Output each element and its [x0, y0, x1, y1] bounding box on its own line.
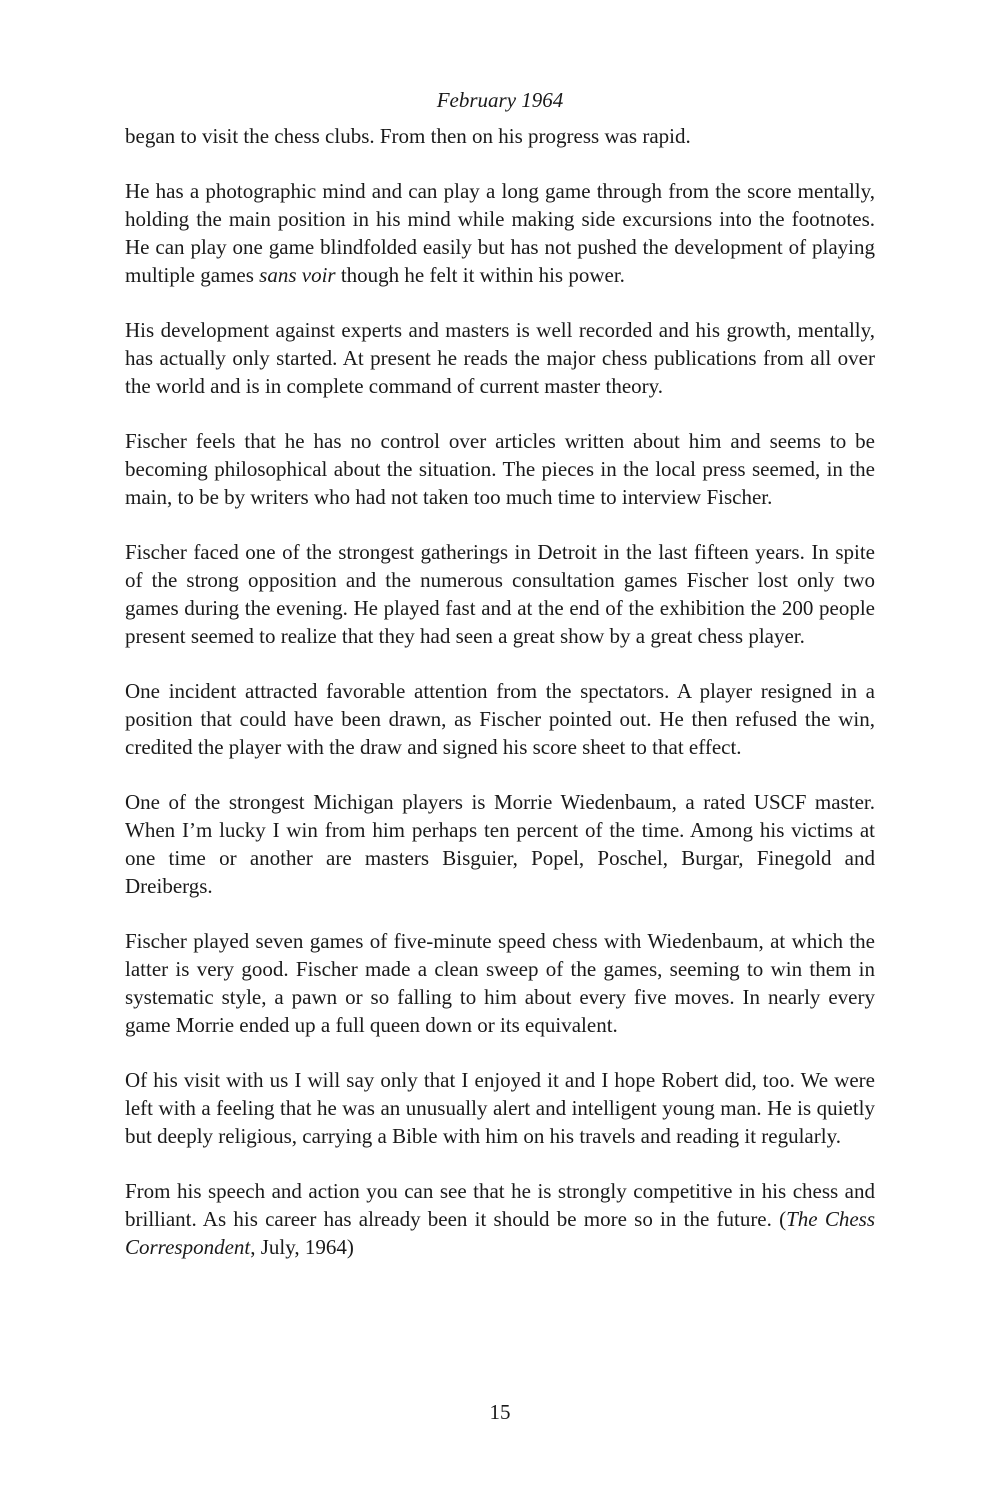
paragraph-9 [125, 1066, 875, 1150]
paragraph-5 [125, 538, 875, 650]
paragraph-text: He has a photographic mind and can play a long game through from the score mentally, holding the main position in his mind while making side excursions into the footnotes. He can play one game blindfolded easily but has not pushed the development of playing multiple games [125, 179, 875, 287]
paragraph-4 [125, 427, 875, 511]
paragraph-text: From his speech and action you can see that he is strongly competitive in his chess and brilliant. As his career has already been it should be more so in the future. ( [125, 1179, 875, 1231]
paragraph-text: though he felt it within his power. [335, 263, 625, 287]
paragraph-text: Fischer played seven games of five-minute speed chess with Wiedenbaum, at which the latter is very good. Fischer made a clean sweep of the games, seeming to win them in systematic style, a pawn or so falling to him about every five moves. In nearly every game Morrie ended up a full queen down or its equivalent. [125, 929, 875, 1037]
italic-phrase: sans voir [259, 263, 336, 287]
page-number: 15 [489, 1400, 511, 1424]
paragraph-text: , July, 1964) [250, 1235, 354, 1259]
paragraph-text: Fischer faced one of the strongest gatherings in Detroit in the last fifteen years. In spite of the strong opposition and the numerous consultation games Fischer lost only two games during the evening. He played fast and at the end of the exhibition the 200 people present seemed to realize that they had seen a great show by a great chess player. [125, 540, 875, 648]
paragraph-text: began to visit the chess clubs. From then on his progress was rapid. [125, 124, 691, 148]
paragraph-1 [125, 122, 875, 150]
paragraph-text: One of the strongest Michigan players is Morrie Wiedenbaum, a rated USCF master. When I’m lucky I win from him perhaps ten percent of the time. Among his victims at one time or another are masters Bisguier, Popel, Poschel, Burgar, Finegold and Dreibergs. [125, 790, 875, 898]
paragraph-3 [125, 316, 875, 400]
paragraph-text: One incident attracted favorable attention from the spectators. A player resigned in a position that could have been drawn, as Fischer pointed out. He then refused the win, credited the player with the draw and signed his score sheet to that effect. [125, 679, 875, 759]
paragraph-6 [125, 677, 875, 761]
paragraph-7 [125, 788, 875, 900]
running-title: February 1964 [436, 88, 564, 112]
citation-title: The Chess Correspondent [125, 1207, 875, 1259]
body-text [125, 122, 875, 1288]
paragraph-text: His development against experts and masters is well recorded and his growth, mentally, has actually only started. At present he reads the major chess publications from all over the world and is in complete command of current master theory. [125, 318, 875, 398]
paragraph-2 [125, 177, 875, 289]
paragraph-8 [125, 927, 875, 1039]
paragraph-text: Fischer feels that he has no control over articles written about him and seems to be becoming philosophical about the situation. The pieces in the local press seemed, in the main, to be by writers who had not taken too much time to interview Fischer. [125, 429, 875, 509]
paragraph-10 [125, 1177, 875, 1261]
paragraph-text: Of his visit with us I will say only that I enjoyed it and I hope Robert did, too. We were left with a feeling that he was an unusually alert and intelligent young man. He is quietly but deeply religious, carrying a Bible with him on his travels and reading it regularly. [125, 1068, 875, 1148]
